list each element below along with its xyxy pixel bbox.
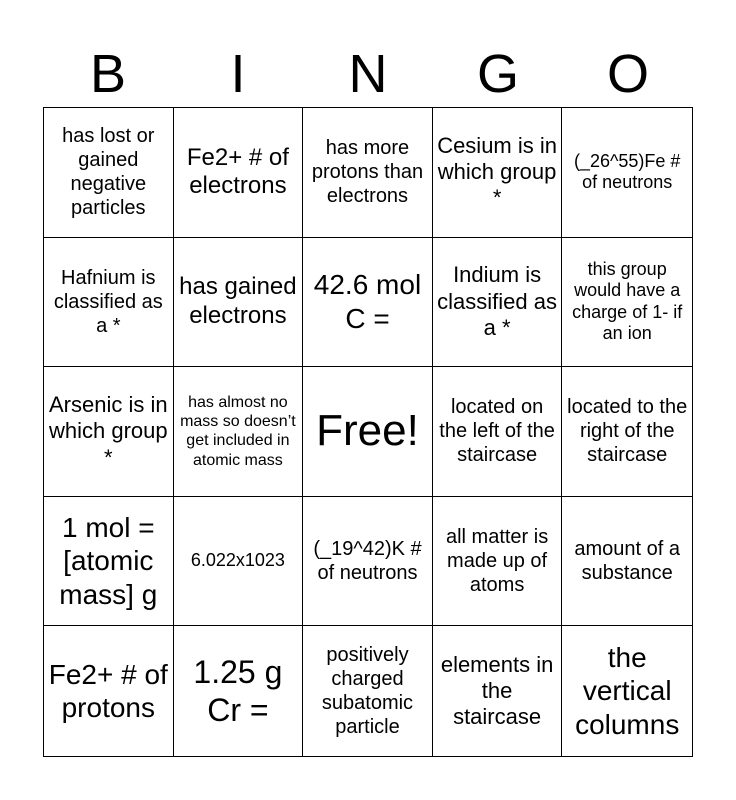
bingo-cell[interactable]: [562, 108, 692, 238]
bingo-cell[interactable]: [433, 497, 563, 627]
cell-text: Arsenic is in which group *: [48, 391, 168, 470]
bingo-cell[interactable]: [44, 626, 174, 756]
bingo-board: [43, 107, 693, 757]
bingo-cell[interactable]: [174, 238, 304, 368]
cell-text: Hafnium is classified as a *: [53, 266, 163, 337]
cell-text: Cesium is in which group *: [437, 132, 557, 211]
header-letter-o: O: [606, 44, 649, 104]
bingo-cell[interactable]: [44, 108, 174, 238]
bingo-cell[interactable]: [562, 367, 692, 497]
bingo-cell[interactable]: [562, 497, 692, 627]
bingo-cell[interactable]: [44, 238, 174, 368]
bingo-cell[interactable]: [433, 238, 563, 368]
cell-text: Indium is classified as a *: [437, 262, 558, 341]
cell-text: located to the right of the staircase: [567, 396, 688, 467]
bingo-cell[interactable]: [562, 238, 692, 368]
cell-text: has lost or gained negative particles: [62, 125, 155, 220]
bingo-cell[interactable]: [433, 367, 563, 497]
cell-text: has gained electrons: [179, 273, 297, 329]
free-space-cell[interactable]: [303, 367, 433, 497]
cell-text: (_26^55)Fe # of neutrons: [573, 150, 681, 193]
cell-text: all matter is made up of atoms: [445, 526, 549, 597]
bingo-cell[interactable]: [174, 626, 304, 756]
cell-text: the vertical columns: [575, 641, 680, 740]
bingo-cell[interactable]: [174, 108, 304, 238]
cell-text: Free!: [316, 406, 419, 456]
bingo-cell[interactable]: [562, 626, 692, 756]
cell-text: has more protons than electrons: [311, 137, 424, 208]
cell-text: positively charged subatomic particle: [321, 644, 414, 739]
header-letter-n: N: [348, 44, 388, 104]
cell-text: amount of a substance: [574, 538, 680, 585]
bingo-cell[interactable]: [44, 367, 174, 497]
bingo-cell[interactable]: [174, 497, 304, 627]
bingo-header: [43, 40, 693, 108]
bingo-cell[interactable]: [303, 238, 433, 368]
cell-text: (_19^42)K # of neutrons: [313, 538, 422, 585]
bingo-cell[interactable]: [303, 626, 433, 756]
bingo-cell[interactable]: [433, 626, 563, 756]
cell-text: located on the left of the staircase: [439, 396, 555, 467]
cell-text: 1 mol = [atomic mass] g: [59, 511, 158, 610]
bingo-cell[interactable]: [174, 367, 304, 497]
cell-text: elements in the staircase: [440, 651, 554, 730]
header-letter-b: B: [89, 44, 127, 104]
cell-text: Fe2+ # of protons: [48, 658, 168, 724]
header-letter-g: G: [476, 44, 519, 104]
bingo-cell[interactable]: [44, 497, 174, 627]
cell-text: this group would have a charge of 1- if an ion: [572, 258, 683, 344]
bingo-cell[interactable]: [303, 108, 433, 238]
cell-text: 1.25 g Cr =: [193, 653, 283, 729]
header-letter-i: I: [230, 44, 246, 104]
bingo-cell[interactable]: [303, 497, 433, 627]
cell-text: 42.6 mol C =: [313, 269, 422, 334]
cell-text: has almost no mass so doesn’t get included in atomic mass: [180, 394, 296, 469]
bingo-cell[interactable]: [433, 108, 563, 238]
cell-text: Fe2+ # of electrons: [186, 143, 289, 200]
cell-text: 6.022x1023: [190, 550, 285, 571]
